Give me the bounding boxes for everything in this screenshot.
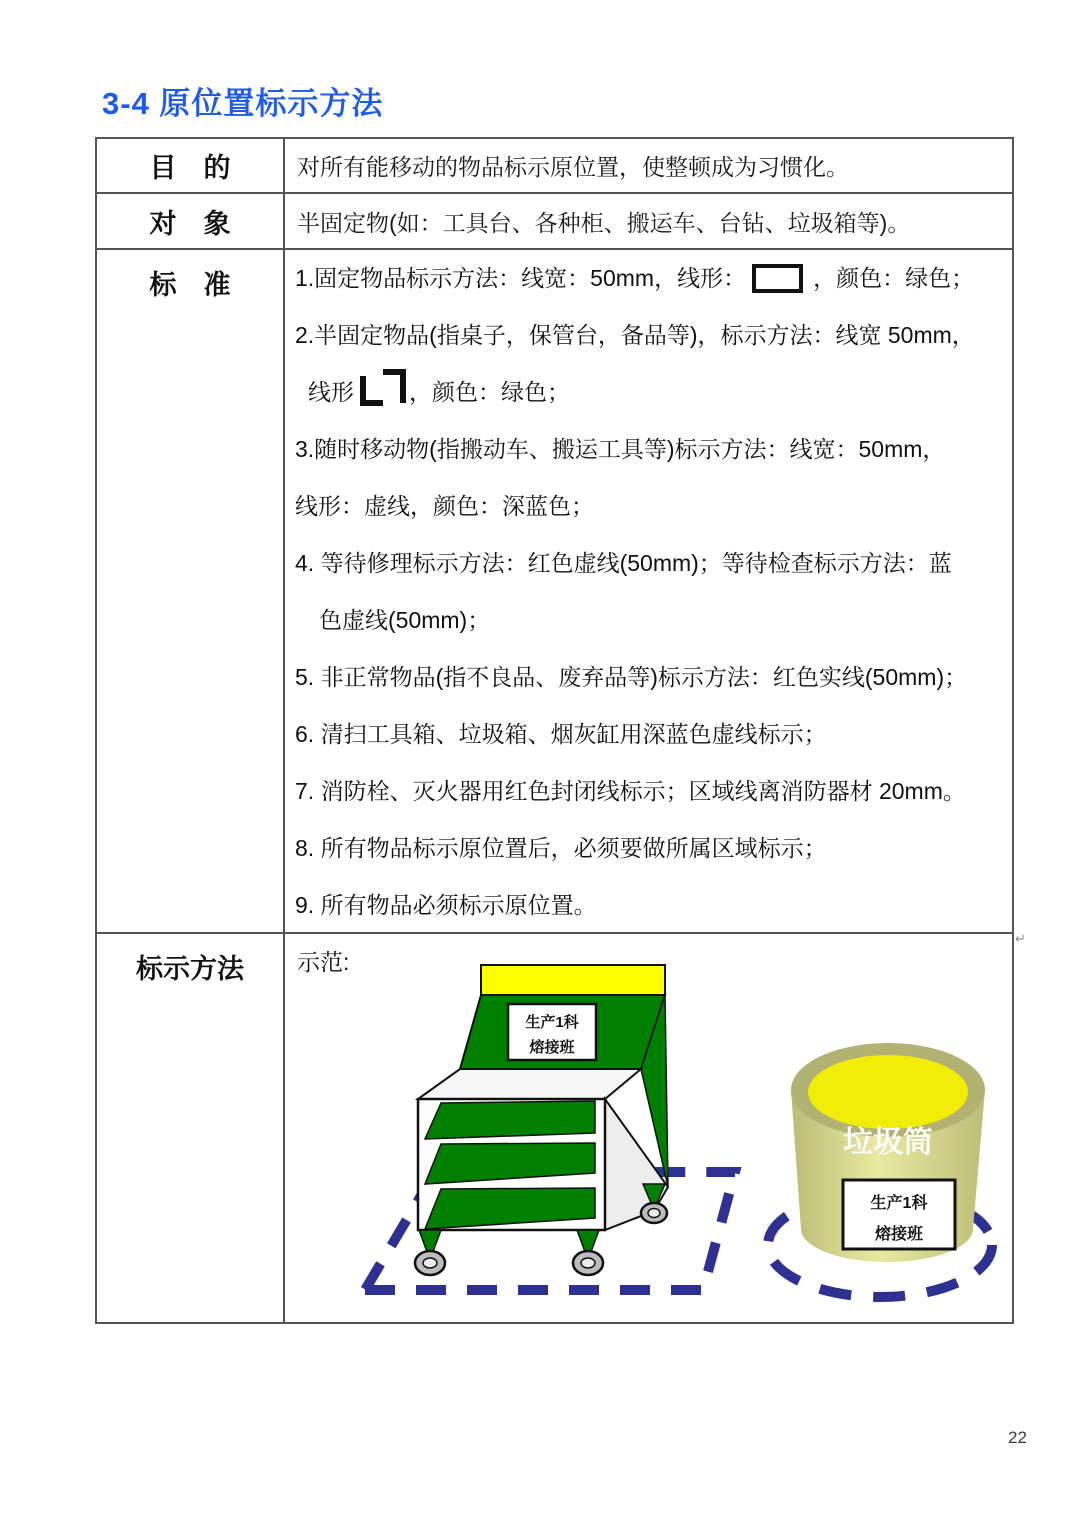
cart-label-line1: 生产1科 [525, 1014, 579, 1031]
object-text: 半固定物(如：工具台、各种柜、搬运车、台钻、垃圾箱等)。 [297, 209, 911, 236]
row-purpose [97, 139, 1012, 192]
cart-label-line2: 熔接班 [529, 1039, 575, 1056]
cart-wheel-rear-hub [648, 1209, 660, 1218]
row-method [97, 932, 1012, 1322]
standard-line-7: 色虚线(50mm)； [319, 607, 491, 633]
standard-line-3 [295, 364, 1012, 421]
standard-line-3-post: ，颜色：绿色； [409, 379, 570, 405]
cart-wheel-front-left-hub [423, 1258, 437, 1268]
standard-list [285, 250, 1012, 932]
standard-label: 标 准 [97, 250, 285, 932]
cart-yellow-top-band [481, 965, 665, 995]
spec-table [95, 137, 1014, 1324]
corner-l-line-shape-icon [360, 376, 383, 406]
cart-illustration [415, 965, 668, 1275]
trash-bin-illustration [791, 1043, 985, 1262]
standard-line-12: 9. 所有物品必须标示原位置。 [295, 892, 597, 918]
row-standard [97, 248, 1012, 932]
corner-r-line-shape-icon [383, 369, 406, 403]
bin-opening [808, 1055, 968, 1129]
standard-line-1 [295, 250, 1012, 307]
standard-line-5: 线形：虚线，颜色：深蓝色； [295, 493, 594, 519]
standard-line-11: 8. 所有物品标示原位置后，必须要做所属区域标示； [295, 835, 827, 861]
standard-line-1-pre: 1.固定物品标示方法：线宽：50mm，线形： [295, 265, 747, 291]
standard-line-4: 3.随时移动物(指搬动车、搬运工具等)标示方法：线宽：50mm， [295, 436, 946, 462]
purpose-text: 对所有能移动的物品标示原位置，使整顿成为习惯化。 [297, 154, 849, 180]
standard-line-9: 6. 清扫工具箱、垃圾箱、烟灰缸用深蓝色虚线标示； [295, 721, 827, 747]
standard-line-6: 4. 等待修理标示方法：红色虚线(50mm)；等待检查标示方法：蓝 [295, 550, 952, 576]
demo-caption: 示范: [297, 949, 350, 975]
page-number: 22 [1008, 1428, 1027, 1447]
row-object [97, 192, 1012, 248]
object-label: 对 象 [97, 194, 285, 248]
standard-line-10: 7. 消防栓、灭火器用红色封闭线标示；区域线离消防器材 20mm。 [295, 778, 966, 804]
paragraph-mark-icon: ↵ [1015, 931, 1026, 946]
bin-label-line1: 生产1科 [870, 1195, 928, 1212]
bin-title: 垃圾筒 [843, 1126, 933, 1159]
standard-line-3-pre: 线形 [308, 379, 354, 405]
solid-rectangle-line-shape-icon [752, 264, 803, 293]
bin-label-line2: 熔接班 [874, 1226, 924, 1243]
purpose-label: 目 的 [97, 139, 285, 192]
cart-deck [418, 1069, 641, 1099]
method-label: 标示方法 [97, 934, 285, 1322]
standard-line-2: 2.半固定物品(指桌子，保管台，备品等)，标示方法：线宽 50mm， [295, 322, 975, 348]
cart-shelf-1 [425, 1101, 595, 1139]
cart-wheel-front-right-hub [581, 1258, 595, 1268]
page-title: 3-4 原位置标示方法 [102, 86, 384, 121]
demo-illustration [285, 934, 1010, 1320]
standard-line-8: 5. 非正常物品(指不良品、废弃品等)标示方法：红色实线(50mm)； [295, 664, 968, 690]
method-demo [285, 934, 1012, 1322]
standard-line-1-post: ，颜色：绿色； [813, 265, 975, 291]
